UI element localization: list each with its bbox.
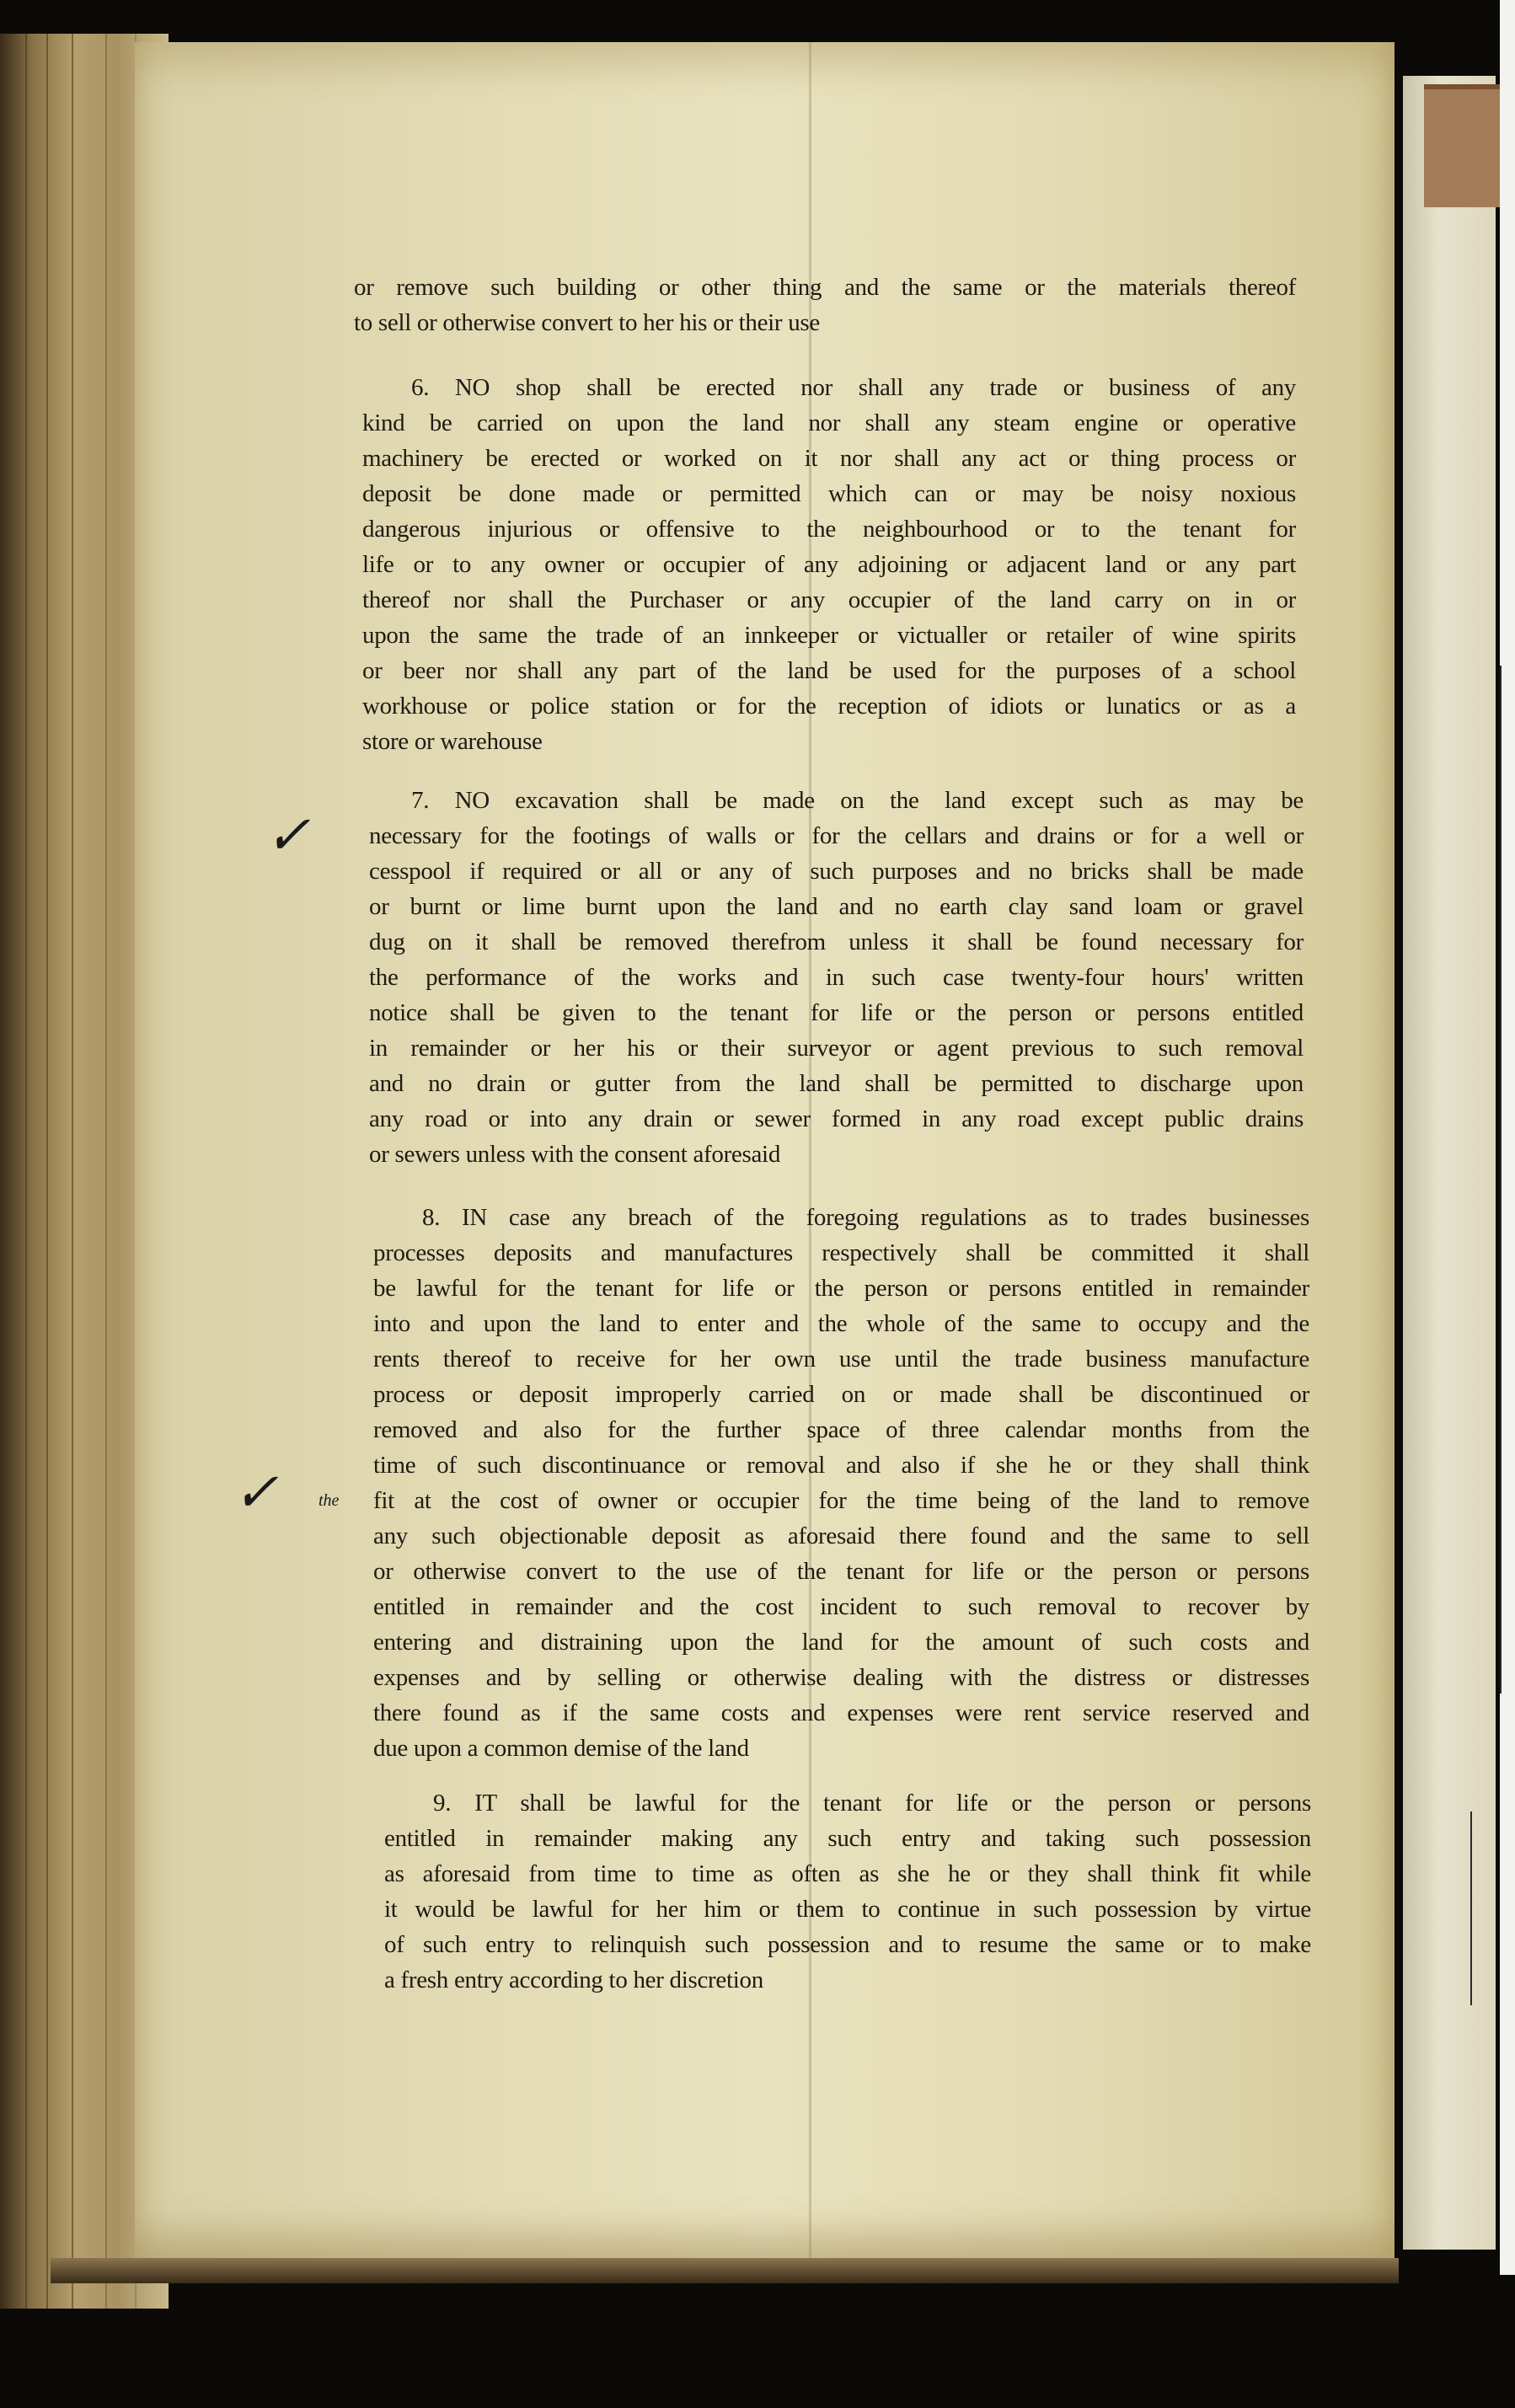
text-line: expenses and by selling or otherwise dealing with the distress or distresses bbox=[373, 1664, 1309, 1691]
text-line: dug on it shall be removed therefrom unless it shall be found necessary for bbox=[369, 928, 1304, 955]
adjacent-page-tab bbox=[1424, 84, 1504, 207]
text-line: necessary for the footings of walls or for the cellars and drains or for a well or bbox=[369, 822, 1304, 849]
text-line: store or warehouse bbox=[362, 728, 543, 755]
adjacent-page-rule bbox=[1500, 666, 1502, 1694]
text-line: to sell or otherwise convert to her his or their use bbox=[354, 309, 820, 336]
text-line: entering and distraining upon the land for the amount of such costs and bbox=[373, 1629, 1309, 1656]
text-line: workhouse or police station or for the reception of idiots or lunatics or as a bbox=[362, 693, 1296, 720]
text-line: thereof nor shall the Purchaser or any occupier of the land carry on in or bbox=[362, 586, 1296, 613]
text-line: fit at the cost of owner or occupier for the time being of the land to remove bbox=[373, 1487, 1309, 1514]
text-line: entitled in remainder making any such entry and taking such possession bbox=[384, 1825, 1311, 1852]
text-line: cesspool if required or all or any of such purposes and no bricks shall be made bbox=[369, 858, 1304, 885]
text-line: processes deposits and manufactures respectively shall be committed it shall bbox=[373, 1239, 1309, 1266]
scan-edge bbox=[1500, 0, 1515, 2275]
text-line: notice shall be given to the tenant for life or the person or persons entitled bbox=[369, 999, 1304, 1026]
text-line: or burnt or lime burnt upon the land and no earth clay sand loam or gravel bbox=[369, 893, 1304, 920]
text-line: or sewers unless with the consent aforesaid bbox=[369, 1141, 781, 1168]
text-line: dangerous injurious or offensive to the neighbourhood or to the tenant for bbox=[362, 516, 1296, 543]
text-line: kind be carried on upon the land nor shall any steam engine or operative bbox=[362, 409, 1296, 436]
text-line: any such objectionable deposit as aforesaid there found and the same to sell bbox=[373, 1522, 1309, 1549]
text-line: 9. IT shall be lawful for the tenant for life or the person or persons bbox=[433, 1790, 1311, 1817]
text-line: process or deposit improperly carried on or made shall be discontinued or bbox=[373, 1381, 1309, 1408]
text-line: be lawful for the tenant for life or the person or persons entitled in remainder bbox=[373, 1275, 1309, 1302]
adjacent-page-edge bbox=[1403, 76, 1496, 2250]
text-line: or otherwise convert to the use of the tenant for life or the person or persons bbox=[373, 1558, 1309, 1585]
text-line: 7. NO excavation shall be made on the land except such as may be bbox=[411, 787, 1304, 814]
text-line: there found as if the same costs and expenses were rent service reserved and bbox=[373, 1699, 1309, 1726]
text-line: in remainder or her his or their surveyor or agent previous to such removal bbox=[369, 1035, 1304, 1062]
adjacent-page-rule bbox=[1470, 1811, 1472, 2005]
text-line: 6. NO shop shall be erected nor shall any trade or business of any bbox=[411, 374, 1296, 401]
text-line: a fresh entry according to her discretion bbox=[384, 1967, 763, 1993]
text-line: it would be lawful for her him or them to continue in such possession by virtue bbox=[384, 1896, 1311, 1923]
text-line: or beer nor shall any part of the land be used for the purposes of a school bbox=[362, 657, 1296, 684]
text-line: as aforesaid from time to time as often as she he or they shall think fit while bbox=[384, 1860, 1311, 1887]
text-line: and no drain or gutter from the land shall be permitted to discharge upon bbox=[369, 1070, 1304, 1097]
text-line: time of such discontinuance or removal and also if she he or they shall think bbox=[373, 1452, 1309, 1479]
text-line: upon the same the trade of an innkeeper or victualler or retailer of wine spirits bbox=[362, 622, 1296, 649]
text-line: deposit be done made or permitted which can or may be noisy noxious bbox=[362, 480, 1296, 507]
text-line: into and upon the land to enter and the whole of the same to occupy and the bbox=[373, 1310, 1309, 1337]
text-line: the performance of the works and in such case twenty-four hours' written bbox=[369, 964, 1304, 991]
text-line: or remove such building or other thing and the same or the materials thereof bbox=[354, 274, 1296, 301]
text-line: removed and also for the further space of three calendar months from the bbox=[373, 1416, 1309, 1443]
text-line: due upon a common demise of the land bbox=[373, 1735, 749, 1762]
text-line: rents thereof to receive for her own use until the trade business manufacture bbox=[373, 1346, 1309, 1373]
text-line: of such entry to relinquish such possession and to resume the same or to make bbox=[384, 1931, 1311, 1958]
text-line: machinery be erected or worked on it nor shall any act or thing process or bbox=[362, 445, 1296, 472]
text-line: life or to any owner or occupier of any adjoining or adjacent land or any part bbox=[362, 551, 1296, 578]
book-bottom-edge bbox=[51, 2258, 1399, 2283]
handwritten-checkmark: ✓ bbox=[229, 1462, 292, 1524]
handwritten-insertion: the bbox=[319, 1491, 340, 1510]
text-line: entitled in remainder and the cost incident to such removal to recover by bbox=[373, 1593, 1309, 1620]
text-line: any road or into any drain or sewer formed in any road except public drains bbox=[369, 1105, 1304, 1132]
handwritten-checkmark: ✓ bbox=[261, 805, 324, 867]
text-line: 8. IN case any breach of the foregoing regulations as to trades businesses bbox=[422, 1204, 1309, 1231]
